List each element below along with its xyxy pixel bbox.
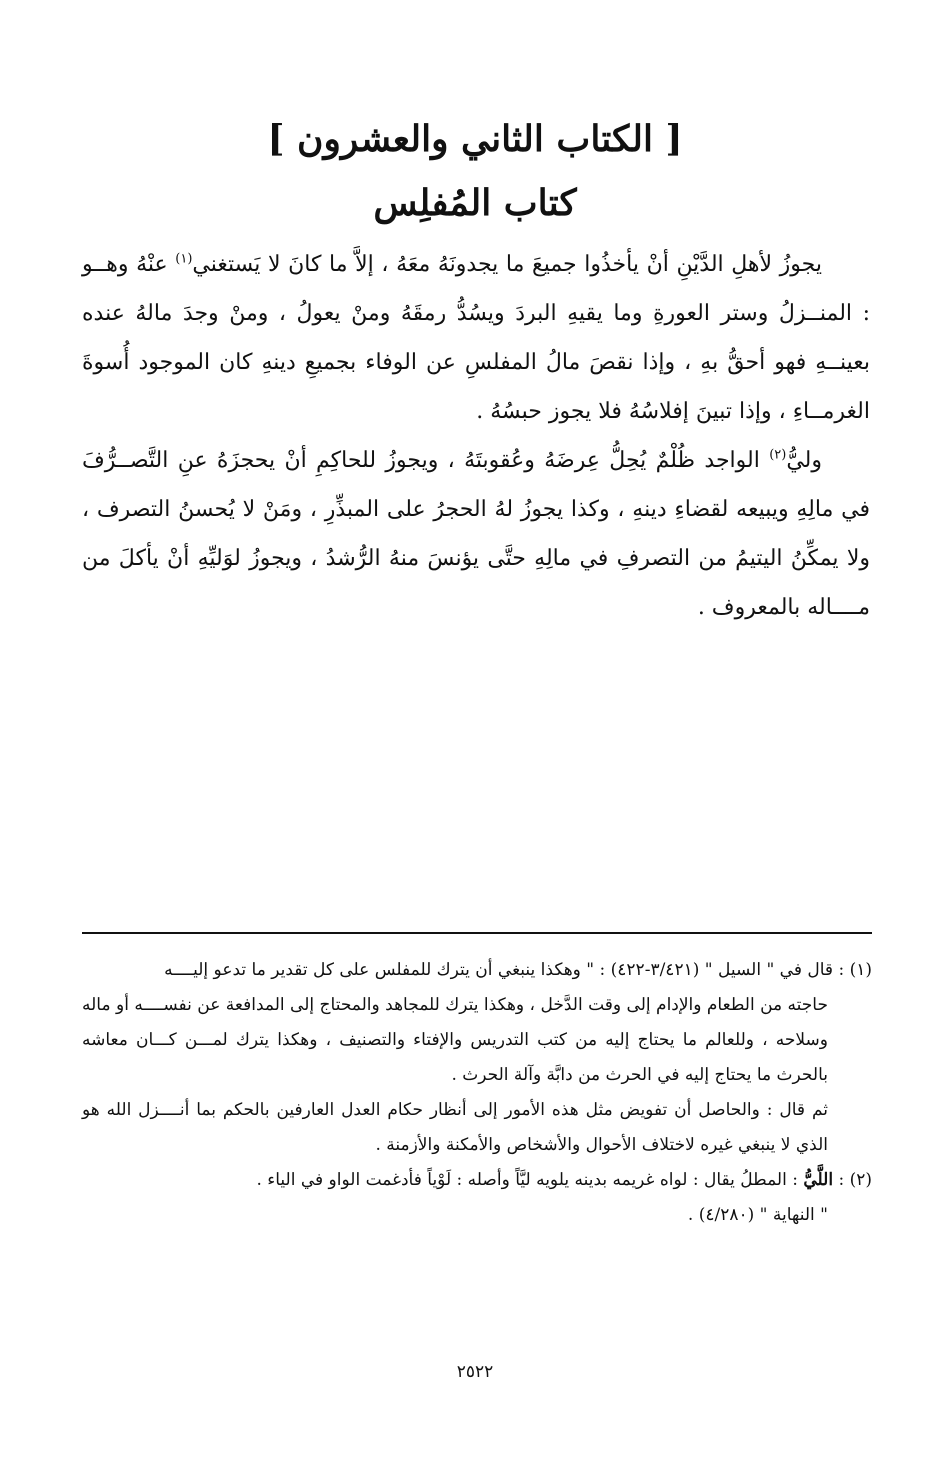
paragraph-1 — [82, 240, 870, 436]
paragraph-2-text-a: وليُّ — [786, 448, 822, 473]
page-number: ٢٥٢٢ — [456, 1362, 494, 1382]
footnote-2-first-line — [82, 1163, 872, 1198]
footnote-1-paragraph-2: ثم قال : والحاصل أن تفويض مثل هذه الأمور إلى أنظار حكام العدل العارفين بالحكم بما أنــــزل الله هو الذي لا ينبغي غيره لاختلاف الأحوال والأشخاص والأمكنة والأزمنة . — [82, 1100, 828, 1155]
footnote-separator — [82, 932, 872, 934]
footnote-2-text: : المطلُ يقال : لواه غريمه بدينه يلويه ليَّاً وأصله : لَوْياً فأدغمت الواو في الياء . — [256, 1170, 804, 1190]
paragraph-2 — [82, 436, 870, 632]
paragraph-2-text-b: الواجد ظُلْمٌ يُحِلُّ عِرضَهُ وعُقوبتَهُ ، ويجوزُ للحاكِمِ أنْ يحجزَهُ عنِ التَّصــرُّفَ في مالِهِ ويبيعه لقضاءِ دينهِ ، وكذا يجوزُ لهُ الحجرُ على المبذِّرِ ، ومَنْ لا يُحسنُ التصرف ، ولا يمكِّنُ اليتيمُ من التصرفِ في مالِهِ حتَّى يؤنسَ منهُ الرُّشدُ ، ويجوزُ لوَليِّهِ أنْ يأكلَ من مــــاله بالمعروف . — [82, 448, 870, 620]
footnote-ref-1: (١) — [175, 251, 193, 267]
footnote-1-text: قال في " السيل " (٣/٤٢١-٤٢٢) : " وهكذا ينبغي أن يترك للمفلس على كل تقدير ما تدعو إليــــه — [164, 960, 834, 980]
footnote-1-first-line — [82, 953, 872, 988]
footnote-1-continuation: حاجته من الطعام والإدام إلى وقت الدَّخل ، وهكذا يترك للمجاهد والمحتاج إلى المدافعة عن نفســــه أو ماله وسلاحه ، وللعالم ما يحتاج إليه من كتب التدريس والإفتاء والتصنيف ، وهكذا يترك لمـــن كـــان معاشه بالحرث ما يحتاج إليه في الحرث من دابَّة وآلة الحرث . — [82, 995, 828, 1085]
footnotes — [82, 953, 872, 1233]
paragraph-1-text-b: عنْهُ وهــو : المنــزلُ وستر العورةِ وما يقيهِ البردَ ويسُدُّ رمقَهُ ومنْ يعولُ ، ومنْ وجدَ مالهُ عنده بعينــهِ فهو أحقُّ بهِ ، وإذا نقصَ مالُ المفلسِ عن الوفاء بجميعِ دينهِ كان الموجود أُسوةَ الغرمــاءِ ، وإذا تبينَ إفلاسُهُ فلا يجوز حبسُهُ . — [82, 252, 870, 424]
book-title: [ الكتاب الثاني والعشرون ] — [267, 118, 683, 160]
footnote-2-term: اللَّيُّ — [803, 1170, 834, 1190]
footnote-2-source: " النهاية " (٤/٢٨٠) . — [687, 1205, 828, 1225]
footnote-1-marker: (١) : — [833, 960, 872, 980]
main-text — [82, 240, 870, 632]
footnote-ref-2: (٢) — [769, 447, 787, 463]
chapter-title: كتاب المُفلِس — [373, 182, 577, 224]
paragraph-1-text-a: يجوزُ لأهلِ الدَّيْنِ أنْ يأخذُوا جميعَ ما يجدونَهُ معَهُ ، إلاَّ ما كانَ لا يَستغني — [192, 252, 822, 277]
footnote-2-marker: (٢) : — [833, 1170, 872, 1190]
